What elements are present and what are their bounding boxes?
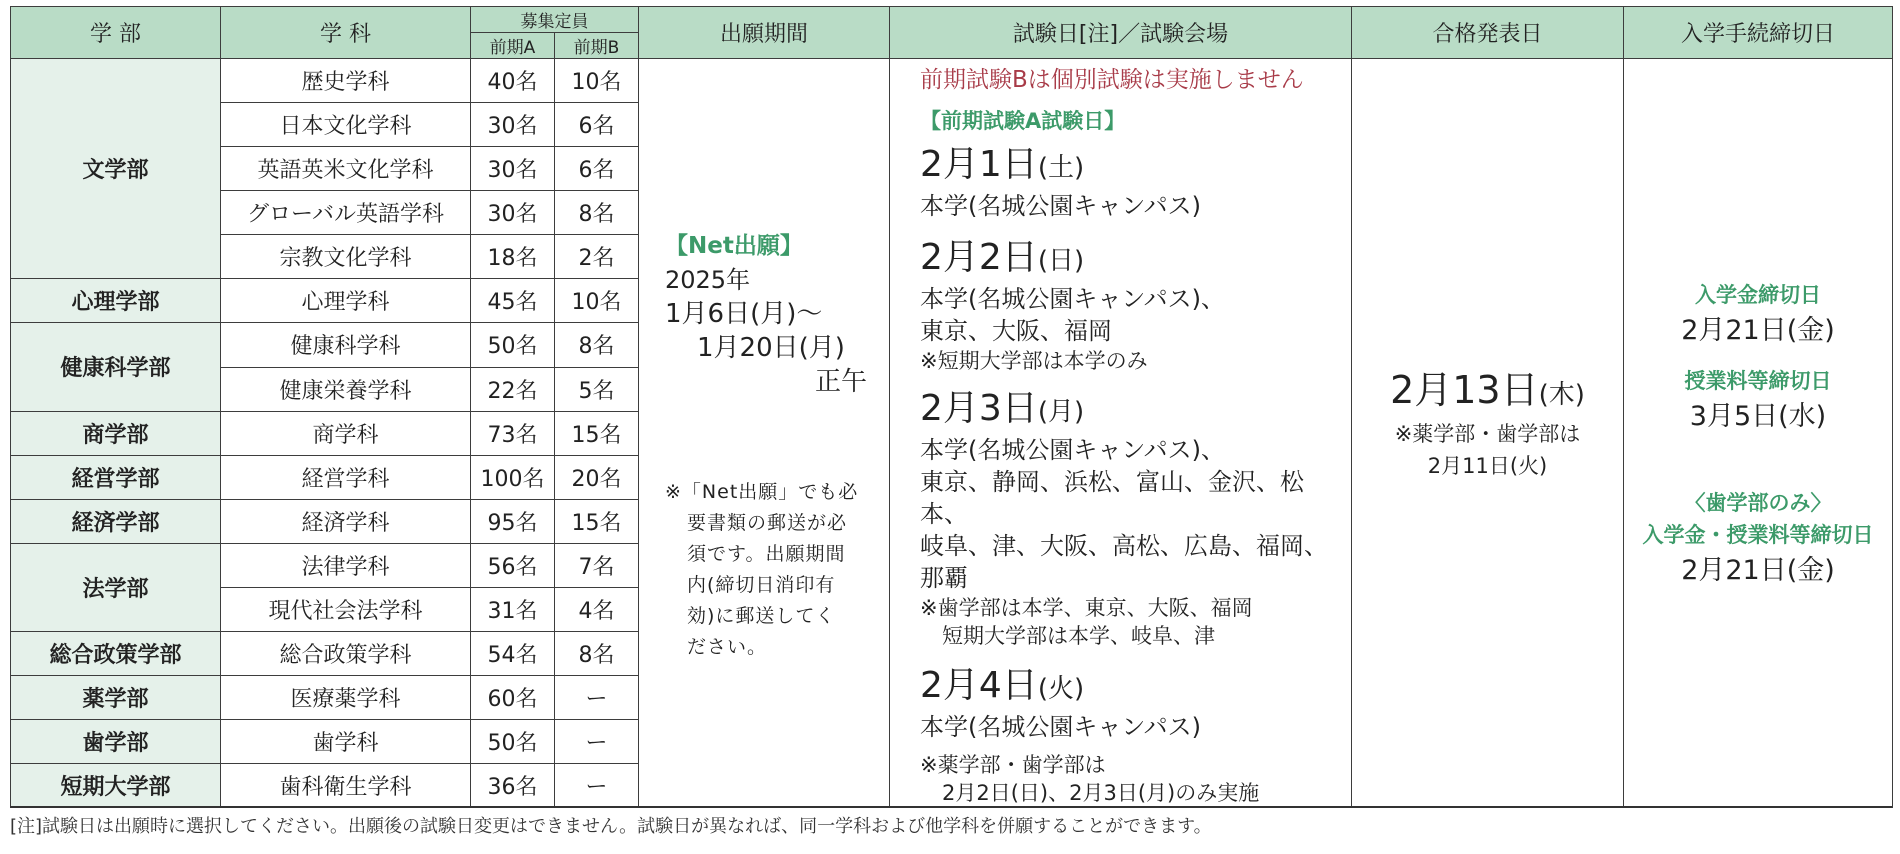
period-from: 1月6日(月)～ xyxy=(665,299,823,329)
quota-a-cell: 95名 xyxy=(471,499,555,543)
result-note: ※薬学部・歯学部は xyxy=(1394,422,1581,446)
quota-b-cell: 6名 xyxy=(555,147,639,191)
deadline-cell xyxy=(1624,59,1893,808)
quota-b-cell: 15名 xyxy=(555,499,639,543)
period-note-line: 効)に郵送してく xyxy=(687,605,836,627)
header-result: 合格発表日 xyxy=(1352,7,1624,59)
exam-date-3: 2月3日(月) xyxy=(920,388,1085,429)
quota-a-cell: 40名 xyxy=(471,59,555,103)
period-label: 【Net出願】 xyxy=(665,233,803,259)
dept-cell: 日本文化学科 xyxy=(221,103,471,147)
quota-b-cell: 8名 xyxy=(555,191,639,235)
dept-cell: グローバル英語学科 xyxy=(221,191,471,235)
period-note-line: ※「Net出願」でも必 xyxy=(665,481,859,503)
period-year: 2025年 xyxy=(665,266,751,294)
exam-note-3: ※歯学部は本学、東京、大阪、福岡 xyxy=(920,596,1253,620)
dept-cell: 英語英米文化学科 xyxy=(221,147,471,191)
header-deadline: 入学手続締切日 xyxy=(1624,7,1893,59)
exam-note-4: ※薬学部・歯学部は xyxy=(920,753,1106,777)
faculty-cell: 短期大学部 xyxy=(11,764,221,808)
quota-b-cell: 6名 xyxy=(555,103,639,147)
faculty-cell: 総合政策学部 xyxy=(11,632,221,676)
period-cell xyxy=(639,59,890,808)
quota-a-cell: 60名 xyxy=(471,676,555,720)
quota-a-cell: 54名 xyxy=(471,632,555,676)
quota-b-cell: 8名 xyxy=(555,323,639,368)
quota-a-cell: 30名 xyxy=(471,147,555,191)
dept-cell: 健康栄養学科 xyxy=(221,367,471,411)
deadline-value-2: 3月5日(水) xyxy=(1689,401,1827,432)
header-quota-a: 前期A xyxy=(471,33,555,59)
exam-venue-3b: 東京、静岡、浜松、富山、金沢、松本、 xyxy=(920,468,1304,528)
header-period: 出願期間 xyxy=(639,7,890,59)
quota-a-cell: 45名 xyxy=(471,279,555,323)
quota-b-cell: 5名 xyxy=(555,367,639,411)
header-dept: 学 科 xyxy=(221,7,471,59)
faculty-cell: 法学部 xyxy=(11,543,221,632)
exam-date-1: 2月1日(土) xyxy=(920,144,1085,185)
quota-b-cell: ー xyxy=(555,676,639,720)
deadline-value-1: 2月21日(金) xyxy=(1681,315,1835,346)
dept-cell: 心理学科 xyxy=(221,279,471,323)
quota-b-cell: 15名 xyxy=(555,411,639,455)
quota-a-cell: 18名 xyxy=(471,235,555,279)
quota-b-cell: ー xyxy=(555,720,639,764)
dept-cell: 宗教文化学科 xyxy=(221,235,471,279)
footer-note: [注]試験日は出願時に選択してください。出願後の試験日変更はできません。試験日が異なれば、同一学科および他学科を併願することができます。 xyxy=(10,816,1212,837)
exam-cell xyxy=(890,59,1352,808)
header-faculty: 学 部 xyxy=(11,7,221,59)
deadline-label-2: 授業料等締切日 xyxy=(1684,369,1832,393)
exam-warning: 前期試験Bは個別試験は実施しません xyxy=(920,67,1304,93)
faculty-cell: 心理学部 xyxy=(11,279,221,323)
period-note-line: 内(締切日消印有 xyxy=(687,574,836,596)
admission-table xyxy=(10,6,1893,808)
quota-b-cell: 7名 xyxy=(555,543,639,588)
quota-a-cell: 50名 xyxy=(471,323,555,368)
quota-b-cell: 8名 xyxy=(555,632,639,676)
quota-b-cell: 10名 xyxy=(555,59,639,103)
period-note xyxy=(639,477,889,663)
dept-cell: 歴史学科 xyxy=(221,59,471,103)
exam-note-3b: 短期大学部は本学、岐阜、津 xyxy=(942,624,1215,648)
exam-venue-3: 本学(名城公園キャンパス)、 xyxy=(920,436,1226,464)
exam-venue-4: 本学(名城公園キャンパス) xyxy=(920,713,1202,741)
exam-note-2: ※短期大学部は本学のみ xyxy=(920,349,1148,373)
faculty-cell: 歯学部 xyxy=(11,720,221,764)
deadline-label-3a: 〈歯学部のみ〉 xyxy=(1684,491,1832,515)
dept-cell: 総合政策学科 xyxy=(221,632,471,676)
dept-cell: 法律学科 xyxy=(221,543,471,588)
header-quota-b: 前期B xyxy=(555,33,639,59)
dept-cell: 医療薬学科 xyxy=(221,676,471,720)
quota-a-cell: 100名 xyxy=(471,455,555,499)
footer-divider xyxy=(10,806,1892,808)
result-date: 2月13日(木) xyxy=(1390,368,1585,412)
quota-b-cell: 20名 xyxy=(555,455,639,499)
faculty-cell: 商学部 xyxy=(11,411,221,455)
result-note-2: 2月11日(火) xyxy=(1427,454,1548,478)
exam-date-2: 2月2日(日) xyxy=(920,237,1085,278)
faculty-cell: 文学部 xyxy=(11,59,221,279)
quota-a-cell: 22名 xyxy=(471,367,555,411)
quota-a-cell: 36名 xyxy=(471,764,555,808)
dept-cell: 経済学科 xyxy=(221,499,471,543)
dept-cell: 歯科衛生学科 xyxy=(221,764,471,808)
deadline-label-1: 入学金締切日 xyxy=(1695,283,1821,307)
exam-venue-3c: 岐阜、津、大阪、高松、広島、福岡、那覇 xyxy=(920,532,1328,592)
dept-cell: 歯学科 xyxy=(221,720,471,764)
dept-cell: 商学科 xyxy=(221,411,471,455)
exam-venue-1: 本学(名城公園キャンパス) xyxy=(920,192,1202,220)
faculty-cell: 経営学部 xyxy=(11,455,221,499)
quota-b-cell: 10名 xyxy=(555,279,639,323)
quota-b-cell: 2名 xyxy=(555,235,639,279)
quota-a-cell: 30名 xyxy=(471,191,555,235)
exam-note-4b: 2月2日(日)、2月3日(月)のみ実施 xyxy=(942,781,1260,805)
quota-a-cell: 30名 xyxy=(471,103,555,147)
header-exam: 試験日[注]／試験会場 xyxy=(890,7,1352,59)
exam-date-4: 2月4日(火) xyxy=(920,665,1085,706)
period-note-line: ださい。 xyxy=(687,636,768,658)
deadline-value-3: 2月21日(金) xyxy=(1681,555,1835,586)
exam-venue-2b: 東京、大阪、福岡 xyxy=(920,317,1112,345)
dept-cell: 健康科学科 xyxy=(221,323,471,368)
period-note-line: 須です。出願期間 xyxy=(687,543,846,565)
quota-b-cell: ー xyxy=(555,764,639,808)
faculty-cell: 薬学部 xyxy=(11,676,221,720)
quota-a-cell: 56名 xyxy=(471,543,555,588)
table-row xyxy=(11,59,1893,103)
result-cell xyxy=(1352,59,1624,808)
quota-a-cell: 73名 xyxy=(471,411,555,455)
deadline-label-3b: 入学金・授業料等締切日 xyxy=(1642,523,1874,547)
faculty-cell: 健康科学部 xyxy=(11,323,221,412)
period-time: 正午 xyxy=(814,367,867,397)
quota-b-cell: 4名 xyxy=(555,588,639,632)
period-note-line: 要書類の郵送が必 xyxy=(687,512,848,534)
period-to: 1月20日(月) xyxy=(697,333,845,363)
header-quota: 募集定員 xyxy=(471,7,639,33)
quota-a-cell: 31名 xyxy=(471,588,555,632)
exam-venue-2: 本学(名城公園キャンパス)、 xyxy=(920,285,1226,313)
exam-subheading: 【前期試験A試験日】 xyxy=(920,109,1126,133)
faculty-cell: 経済学部 xyxy=(11,499,221,543)
dept-cell: 経営学科 xyxy=(221,455,471,499)
quota-a-cell: 50名 xyxy=(471,720,555,764)
dept-cell: 現代社会法学科 xyxy=(221,588,471,632)
